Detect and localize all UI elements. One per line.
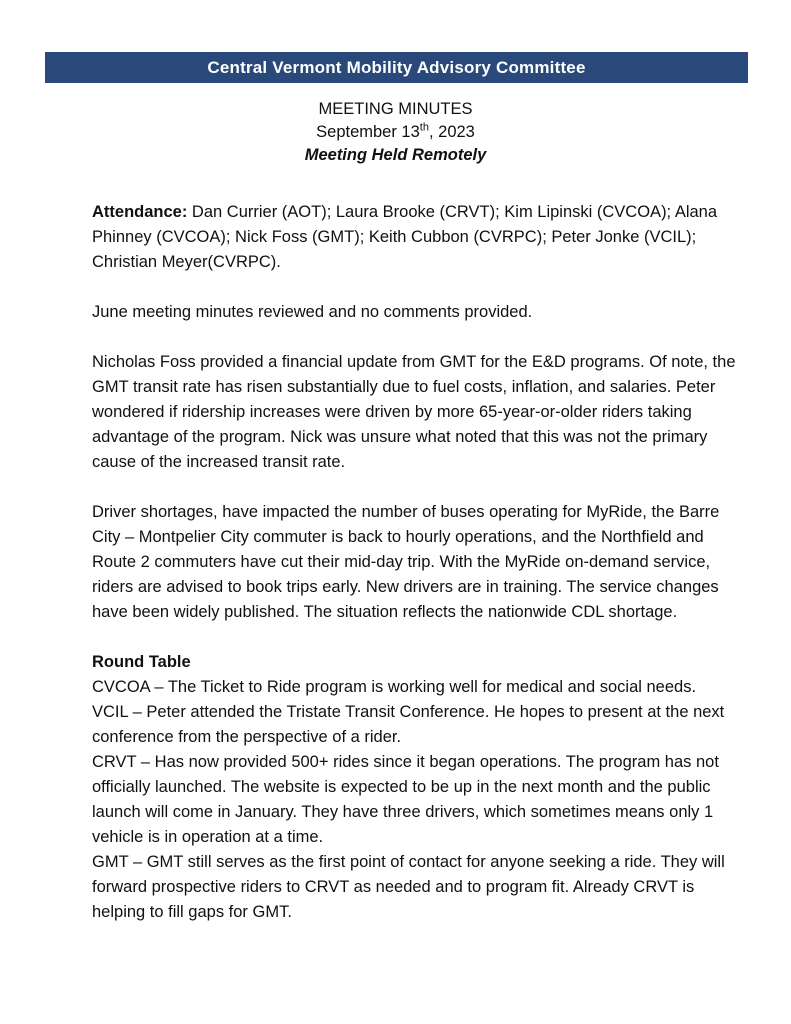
- round-table-item-cvcoa: CVCOA – The Ticket to Ride program is working well for medical and social needs.: [92, 678, 697, 696]
- round-table-item-crvt: CRVT – Has now provided 500+ rides since it began operations. The program has not officially launched. The website is expected to be up in the next month and the public launch will come in January. They have three drivers, which sometimes means only 1 vehicle is in operation at a time.: [92, 753, 719, 846]
- paragraph-financial-update: Nicholas Foss provided a financial update from GMT for the E&D programs. Of note, the GMT transit rate has risen substantially due to fuel costs, inflation, and salaries. Peter wondered if ridership increases were driven by more 65-year-or-older riders taking advantage of the program. Nick was unsure what noted that this was not the primary cause of the increased transit rate.: [92, 353, 736, 471]
- meeting-date: [0, 121, 791, 144]
- paragraph-driver-shortages: Driver shortages, have impacted the number of buses operating for MyRide, the Barre City – Montpelier City commuter is back to hourly operations, and the Northfield and Route 2 commuters have cut their mid-day trip. With the MyRide on-demand service, riders are advised to book trips early. New drivers are in training. The service changes have been widely published. The situation reflects the nationwide CDL shortage.: [92, 503, 720, 621]
- paragraph-june-minutes: June meeting minutes reviewed and no comments provided.: [92, 303, 533, 321]
- committee-title: Central Vermont Mobility Advisory Committee: [207, 57, 586, 77]
- meeting-held-remotely-note: Meeting Held Remotely: [304, 146, 487, 164]
- title-block: [0, 98, 791, 167]
- document-body: [92, 200, 742, 925]
- committee-header-bar: [45, 52, 748, 83]
- meeting-date-prefix: September 13: [316, 123, 420, 141]
- meeting-minutes-heading: MEETING MINUTES: [318, 100, 473, 118]
- round-table-item-gmt: GMT – GMT still serves as the first point of contact for anyone seeking a ride. They will forward prospective riders to CRVT as needed and to program fit. Already CRVT is helping to fill gaps for GMT.: [92, 853, 725, 921]
- round-table-heading: Round Table: [92, 653, 191, 671]
- meeting-date-suffix: , 2023: [428, 123, 475, 141]
- round-table-item-vcil: VCIL – Peter attended the Tristate Transit Conference. He hopes to present at the next conference from the perspective of a rider.: [92, 703, 725, 746]
- meeting-date-ordinal: th: [419, 121, 429, 134]
- attendance-paragraph: [92, 200, 742, 275]
- attendance-list: Dan Currier (AOT); Laura Brooke (CRVT); Kim Lipinski (CVCOA); Alana Phinney (CVCOA); Nick Foss (GMT); Keith Cubbon (CVRPC); Peter Jonke (VCIL); Christian Meyer(CVRPC).: [92, 203, 718, 271]
- round-table-section: [92, 650, 742, 925]
- attendance-label: Attendance:: [92, 203, 188, 221]
